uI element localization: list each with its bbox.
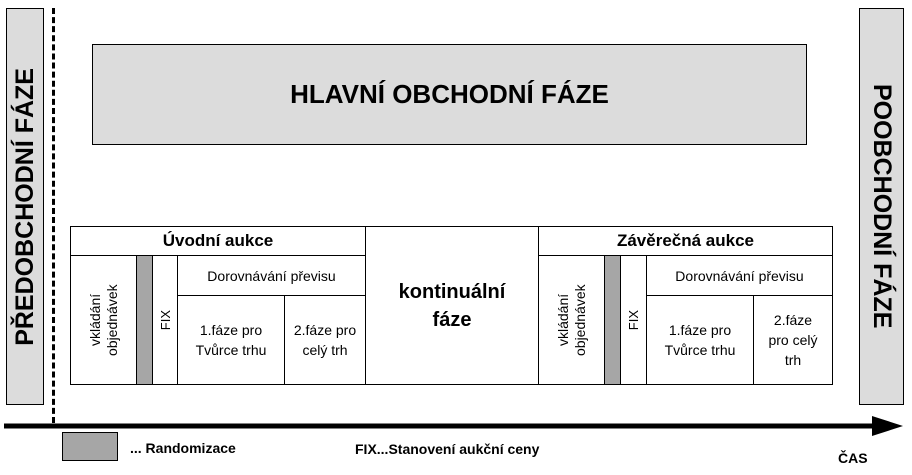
- closing-order-entry-label: vkládání objednávek: [554, 284, 588, 356]
- legend-randomization-swatch: [62, 432, 118, 461]
- opening-order-entry: [70, 255, 137, 385]
- closing-auction-title: [538, 226, 833, 256]
- closing-phase1: [646, 295, 754, 385]
- closing-fix-label: FIX: [626, 309, 641, 331]
- opening-balancing-label: Dorovnávání převisu: [207, 267, 336, 284]
- opening-phase2-label: 2.fáze pro celý trh: [293, 322, 357, 358]
- opening-auction-title-text: Úvodní aukce: [162, 231, 274, 250]
- main-trading-phase-label: HLAVNÍ OBCHODNÍ FÁZE: [290, 79, 609, 109]
- main-trading-phase: [92, 44, 807, 145]
- opening-phase2: [284, 295, 366, 385]
- phase-separator-line: [52, 8, 55, 423]
- opening-phase1-label: 1.fáze pro Tvůrce trhu: [195, 322, 267, 358]
- opening-order-entry-label: vkládání objednávek: [86, 284, 120, 356]
- closing-auction-title-text: Závěrečná aukce: [616, 231, 755, 250]
- continuous-phase: [365, 226, 539, 385]
- closing-balancing-label: Dorovnávání převisu: [675, 267, 804, 284]
- legend-randomization-label: ... Randomizace: [130, 440, 236, 456]
- closing-fix: [620, 255, 647, 385]
- time-axis-label: ČAS: [838, 450, 868, 466]
- closing-phase2: [753, 295, 833, 385]
- closing-randomization-block: [604, 255, 621, 385]
- closing-phase2-label: 2.fáze pro celý trh: [768, 312, 818, 368]
- closing-phase1-label: 1.fáze pro Tvůrce trhu: [664, 322, 736, 358]
- time-axis-arrowhead: [872, 416, 903, 436]
- time-axis-arrow: [0, 412, 912, 442]
- closing-balancing: [646, 255, 833, 296]
- opening-auction-title: [70, 226, 366, 256]
- opening-randomization-block: [136, 255, 153, 385]
- opening-phase1: [177, 295, 285, 385]
- legend-fix-definition: FIX...Stanovení aukční ceny: [355, 441, 540, 457]
- opening-fix-label: FIX: [157, 309, 173, 331]
- opening-fix: [152, 255, 178, 385]
- pre-trading-phase-label: PŘEDOBCHODNÍ FÁZE: [10, 67, 39, 346]
- continuous-phase-label: kontinuální fáze: [398, 280, 506, 331]
- opening-balancing: [177, 255, 366, 296]
- post-trading-phase: [859, 8, 904, 405]
- post-trading-phase-label: POOBCHODNÍ FÁZE: [868, 84, 896, 329]
- pre-trading-phase: [6, 8, 44, 405]
- closing-order-entry: [538, 255, 605, 385]
